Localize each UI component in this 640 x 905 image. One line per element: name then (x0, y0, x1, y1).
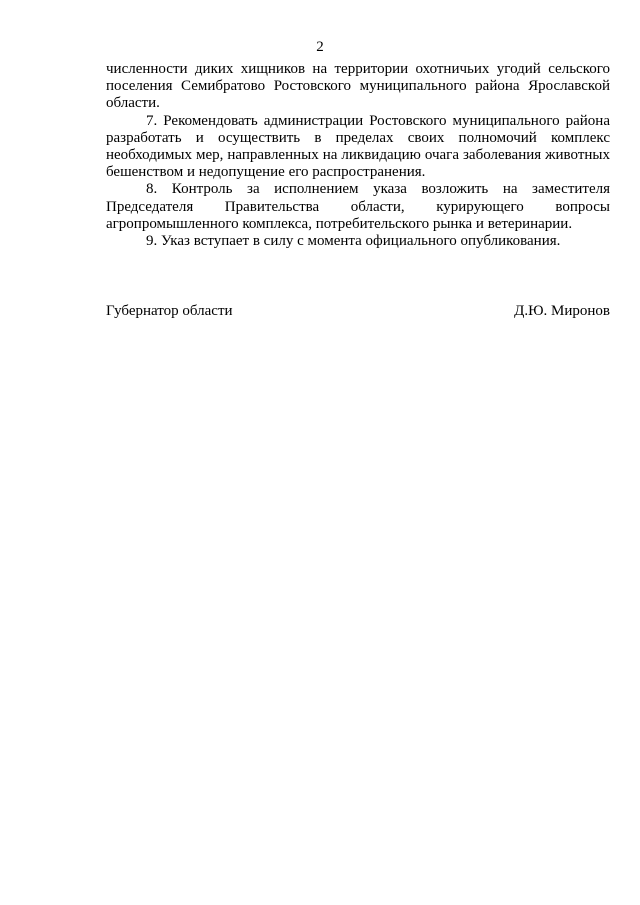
signatory-name: Д.Ю. Миронов (514, 303, 610, 319)
paragraph-continuation: численности диких хищников на территории охотничьих угодий сельского поселения Семибратово Ростовского муниципального района Ярославской области. (106, 61, 610, 112)
paragraph-item-7: 7. Рекомендовать администрации Ростовского муниципального района разработать и осуществить в пределах своих полномочий комплекс необходимых мер, направленных на ликвидацию очага заболевания животных бешенством и недопущение его распространения. (106, 112, 610, 181)
paragraph-item-9: 9. Указ вступает в силу с момента официального опубликования. (146, 233, 561, 250)
paragraph-item-8: 8. Контроль за исполнением указа возложить на заместителя Председателя Правительства области, курирующего вопросы агропромышленного комплекса, потребительского рынка и ветеринарии. (106, 181, 610, 232)
page-number: 2 (316, 39, 324, 55)
document-body (106, 61, 610, 250)
signatory-position: Губернатор области (106, 303, 233, 319)
signature-block (106, 302, 610, 320)
